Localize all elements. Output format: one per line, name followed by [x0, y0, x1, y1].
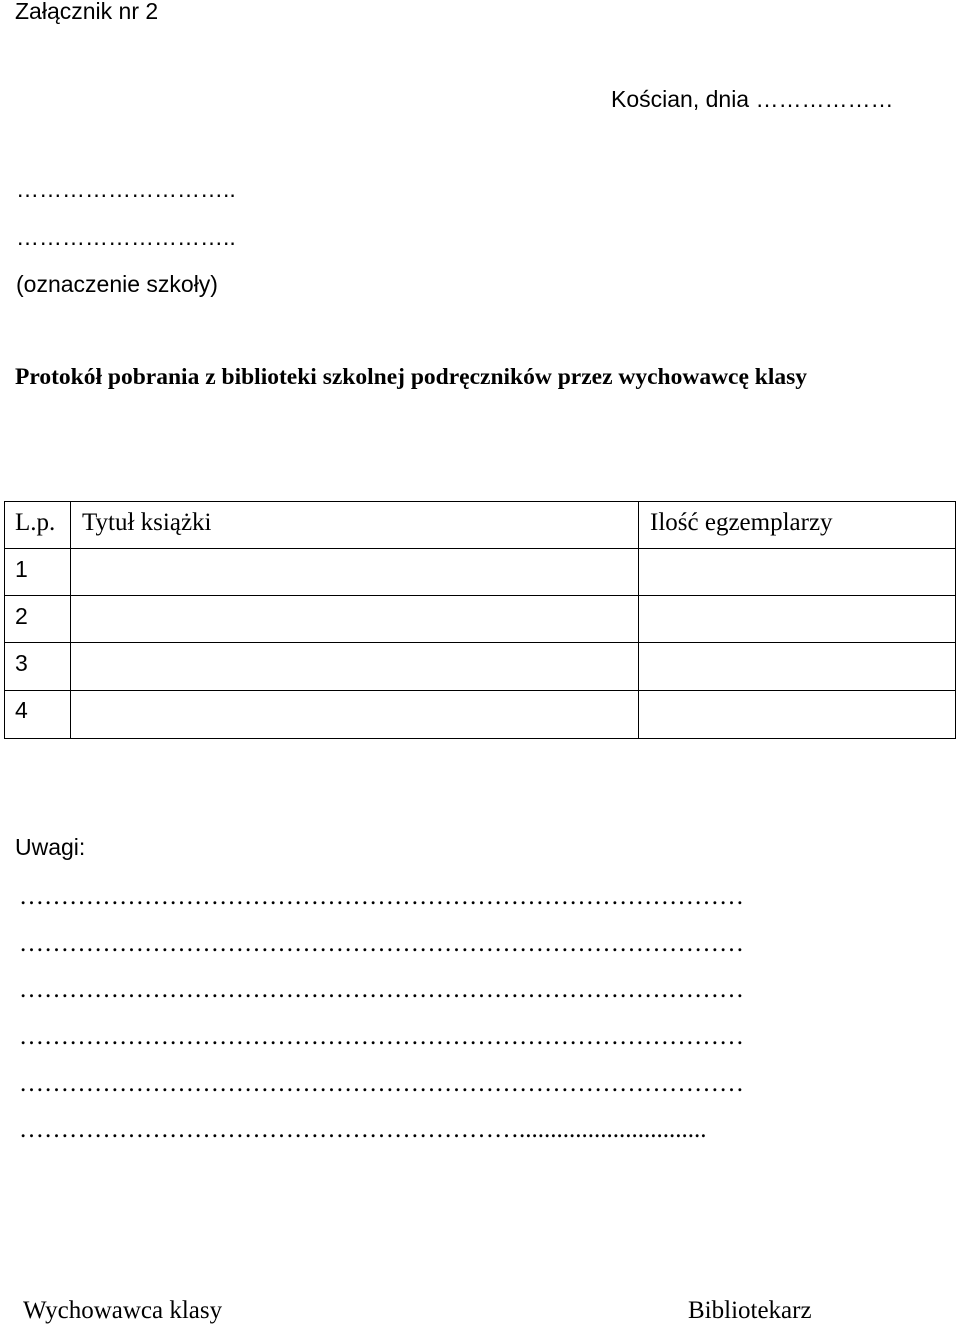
header-lp: L.p. — [15, 509, 56, 536]
table-border-right — [955, 501, 956, 739]
table-border-bottom — [4, 738, 956, 739]
row-lp: 2 — [15, 603, 28, 629]
school-field-line-2: ……………………….. — [16, 224, 236, 250]
table-header-divider — [4, 548, 956, 549]
row-lp: 3 — [15, 650, 28, 676]
table-row-divider — [4, 690, 956, 691]
remarks-label: Uwagi: — [15, 834, 86, 860]
table-border-top — [4, 501, 956, 502]
attachment-label: Załącznik nr 2 — [15, 0, 159, 24]
school-caption: (oznaczenie szkoły) — [16, 271, 218, 297]
remarks-line: …………………………………………………………………………… — [19, 1070, 744, 1097]
remarks-line: …………………………………………………………………………… — [19, 1023, 744, 1050]
signature-librarian: Bibliotekarz — [688, 1297, 812, 1324]
place-date: Kościan, dnia ……………… — [611, 86, 894, 112]
header-book-title: Tytuł książki — [82, 509, 212, 536]
remarks-line: …………………………………………………………………………… — [19, 883, 744, 910]
table-column-divider — [638, 501, 639, 739]
table-border-left — [4, 501, 5, 739]
table-column-divider — [70, 501, 71, 739]
document-title: Protokół pobrania z biblioteki szkolnej podręczników przez wychowawcę klasy — [15, 364, 808, 390]
row-lp: 1 — [15, 556, 28, 582]
remarks-line: …………………………………………………………………………… — [19, 976, 744, 1003]
books-table — [4, 501, 956, 739]
header-copy-count: Ilość egzemplarzy — [650, 509, 833, 536]
row-lp: 4 — [15, 697, 28, 723]
school-field-line-1: ……………………….. — [16, 176, 236, 202]
signature-teacher: Wychowawca klasy — [23, 1297, 223, 1324]
remarks-line: …………………………………………………………………………… — [19, 930, 744, 957]
table-row-divider — [4, 642, 956, 643]
remarks-line: …………………………………………………….............................. — [19, 1116, 707, 1143]
table-row-divider — [4, 595, 956, 596]
